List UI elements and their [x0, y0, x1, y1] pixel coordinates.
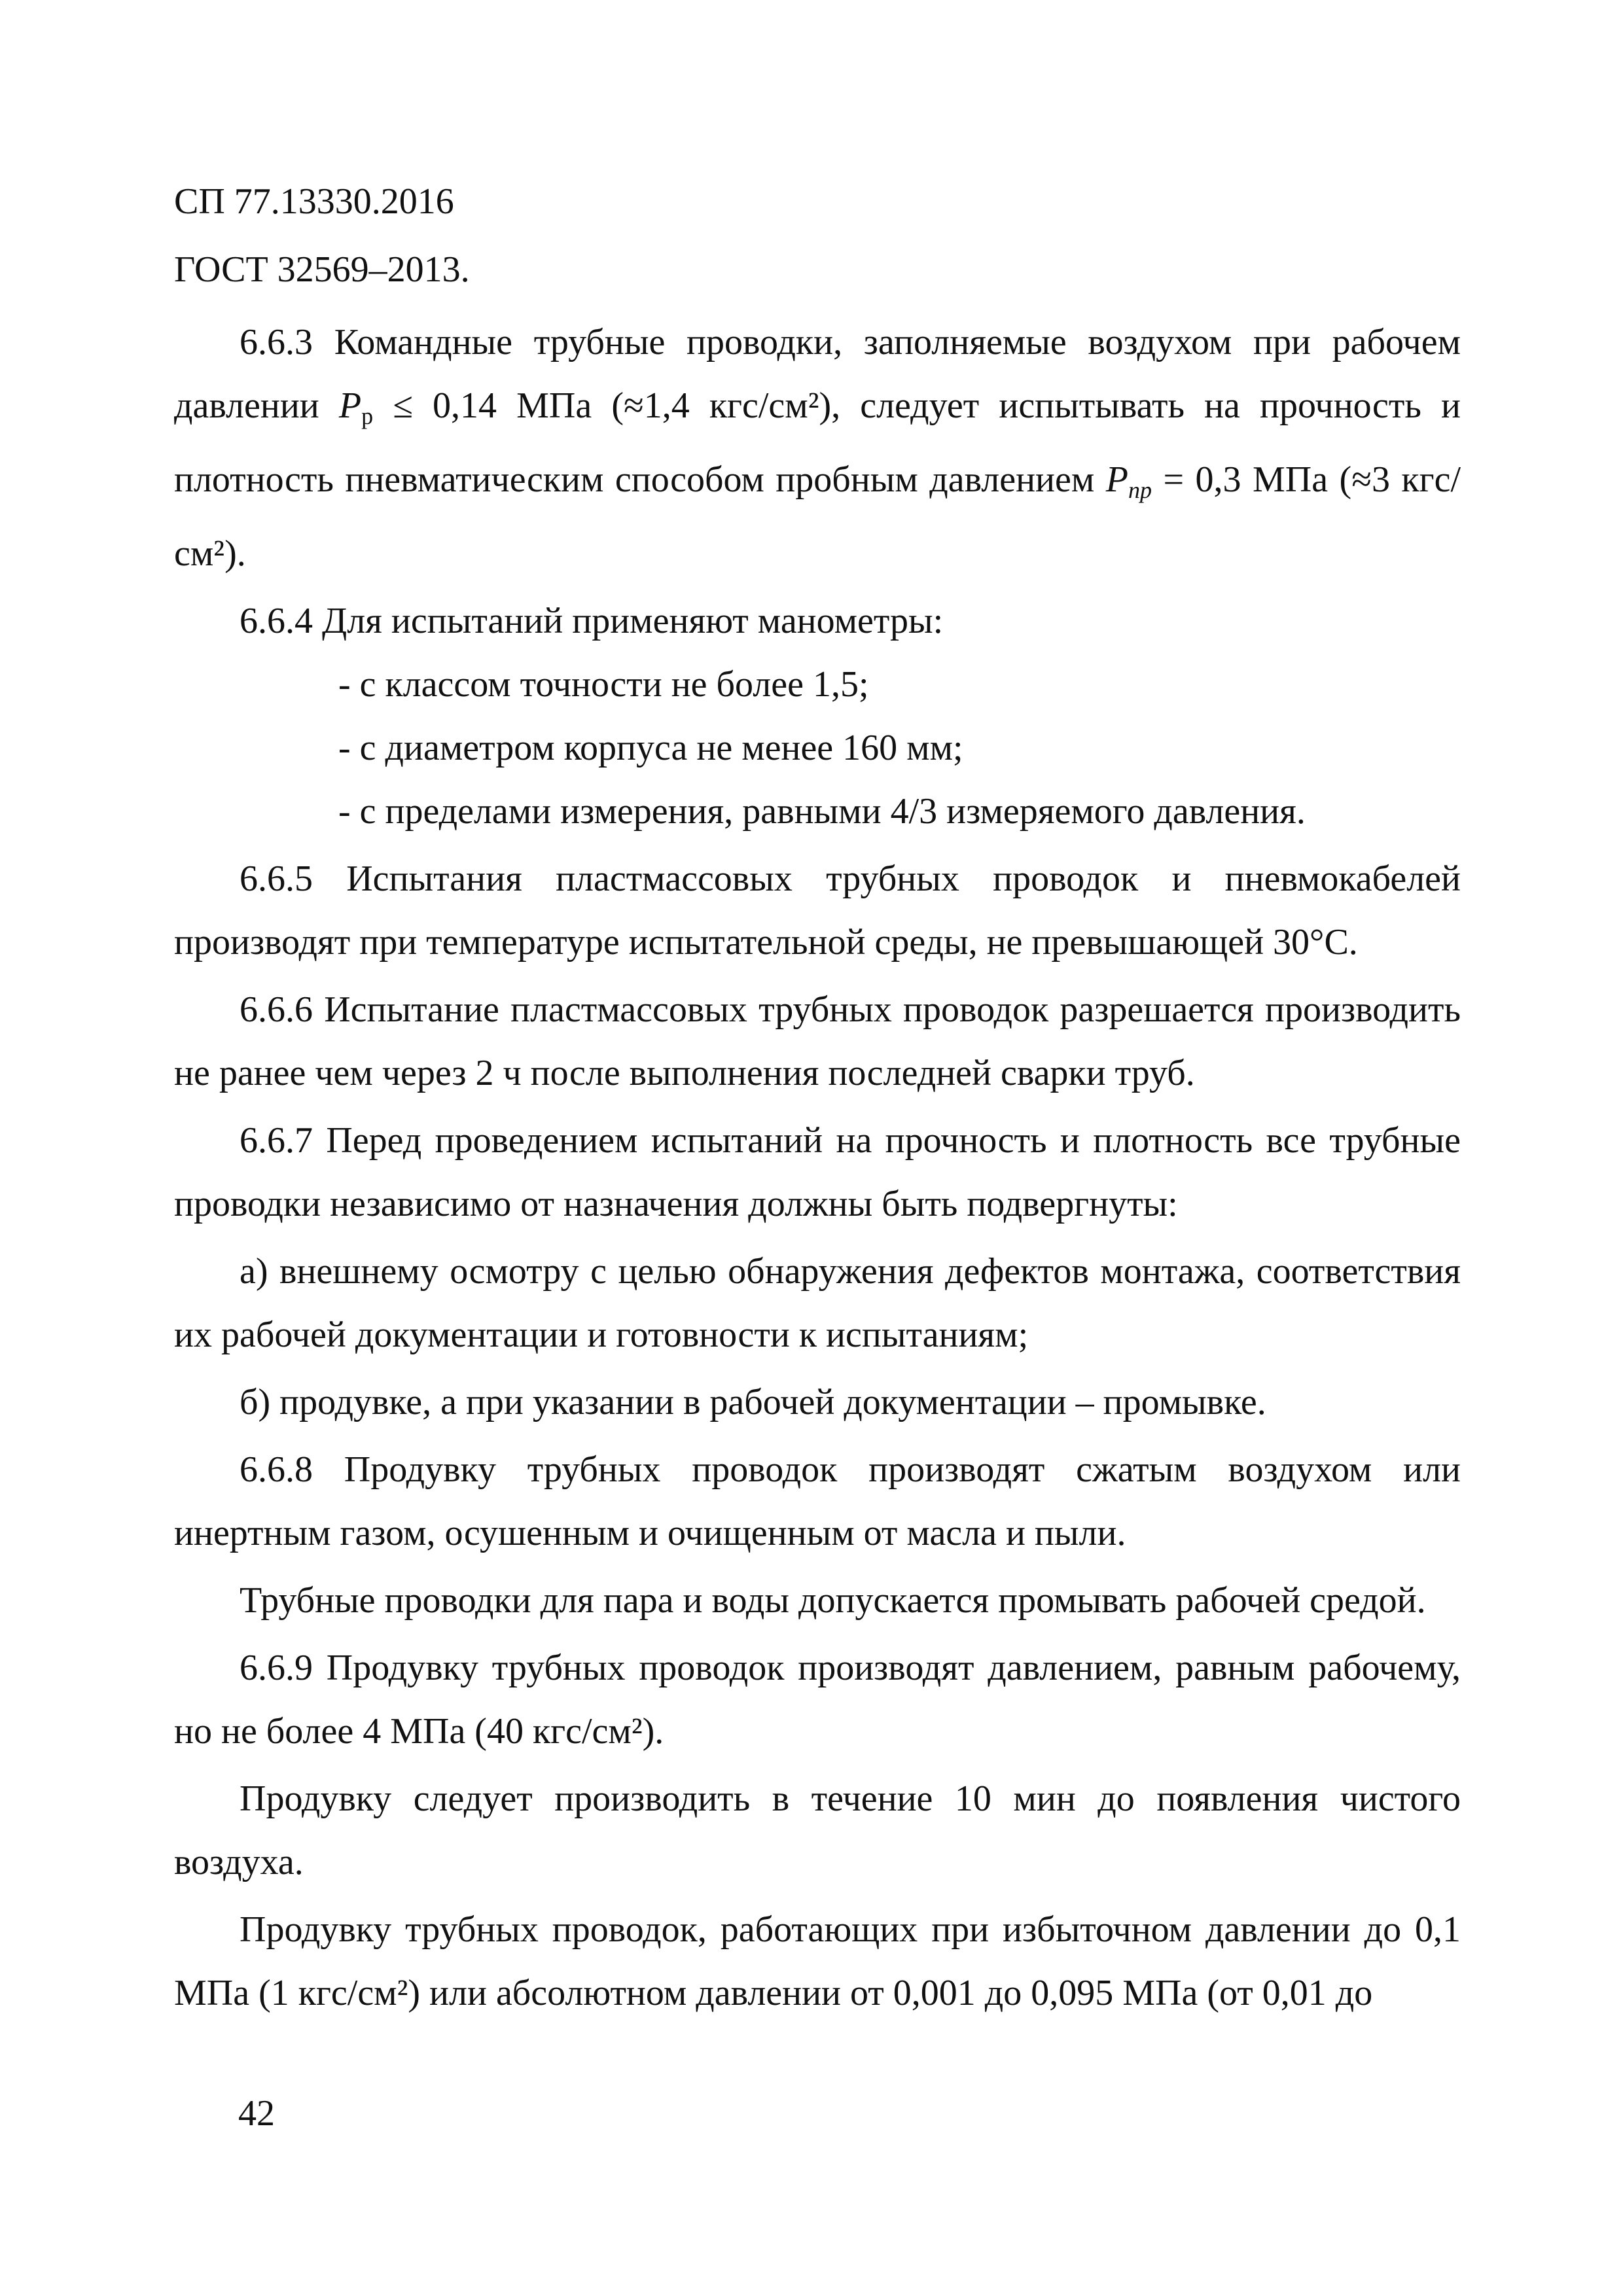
paragraph-6-6-8-extra: Трубные проводки для пара и воды допускается промывать рабочей средой. [240, 1580, 1426, 1621]
list-item: - с пределами измерения, равными 4/3 измеряемого давления. [338, 791, 1306, 832]
paragraph-6-6-5: 6.6.5 Испытания пластмассовых трубных проводок и пневмокабелей производят при температуре испытательной среды, не превышающей 30°С. [174, 858, 1461, 963]
pressure-symbol-p: P [338, 385, 362, 426]
page-number: 42 [238, 2093, 275, 2134]
paragraph-6-6-9-extra-1: Продувку следует производить в течение 10 мин до появления чистого воздуха. [174, 1778, 1461, 1882]
document-header [174, 183, 470, 319]
paragraph-6-6-4: 6.6.4 Для испытаний применяют манометры: [240, 601, 944, 641]
document-body [174, 311, 1461, 2025]
paragraph-6-6-7-item-b: б) продувке, а при указании в рабочей документации – промывке. [240, 1382, 1266, 1422]
pressure-subscript-pnp: пр [1128, 477, 1152, 503]
doc-id-gost: ГОСТ 32569–2013. [174, 249, 470, 290]
list-item: - с классом точности не более 1,5; [338, 664, 869, 705]
paragraph-6-6-8: 6.6.8 Продувку трубных проводок производят сжатым воздухом или инертным газом, осушенным и очищенным от масла и пыли. [174, 1449, 1461, 1553]
paragraph-6-6-6: 6.6.6 Испытание пластмассовых трубных проводок разрешается производить не ранее чем через 2 ч после выполнения последней сварки труб. [174, 989, 1461, 1093]
paragraph-6-6-3-text-a: 6.6.3 Командные трубные проводки, заполняемые воздухом при рабочем давлении [174, 322, 1461, 426]
doc-id-sp: СП 77.13330.2016 [174, 181, 454, 222]
paragraph-6-6-3 [174, 311, 1461, 586]
paragraph-6-6-7-item-a: а) внешнему осмотру с целью обнаружения дефектов монтажа, соответствия их рабочей документации и готовности к испытаниям; [174, 1251, 1461, 1355]
list-item: - с диаметром корпуса не менее 160 мм; [338, 728, 963, 768]
paragraph-6-6-9: 6.6.9 Продувку трубных проводок производят давлением, равным рабочему, но не более 4 МПа (40 кгс/см²). [174, 1648, 1461, 1752]
paragraph-6-6-3-text-b: ≤ 0,14 МПа (≈1,4 кгс/см²), следует испытывать на прочность и плотность пневматическим способом пробным давлением [174, 385, 1461, 500]
pressure-subscript-r: р [361, 403, 374, 429]
paragraph-6-6-7: 6.6.7 Перед проведением испытаний на прочность и плотность все трубные проводки независимо от назначения должны быть подвергнуты: [174, 1120, 1461, 1224]
paragraph-6-6-3-text-c: = 0,3 МПа (≈3 кгс/см²). [174, 459, 1461, 574]
pressure-symbol-pnp: P [1105, 459, 1129, 500]
paragraph-6-6-9-extra-2: Продувку трубных проводок, работающих при избыточном давлении до 0,1 МПа (1 кгс/см²) или абсолютном давлении от 0,001 до 0,095 МПа (от 0,01 до [174, 1909, 1461, 2013]
